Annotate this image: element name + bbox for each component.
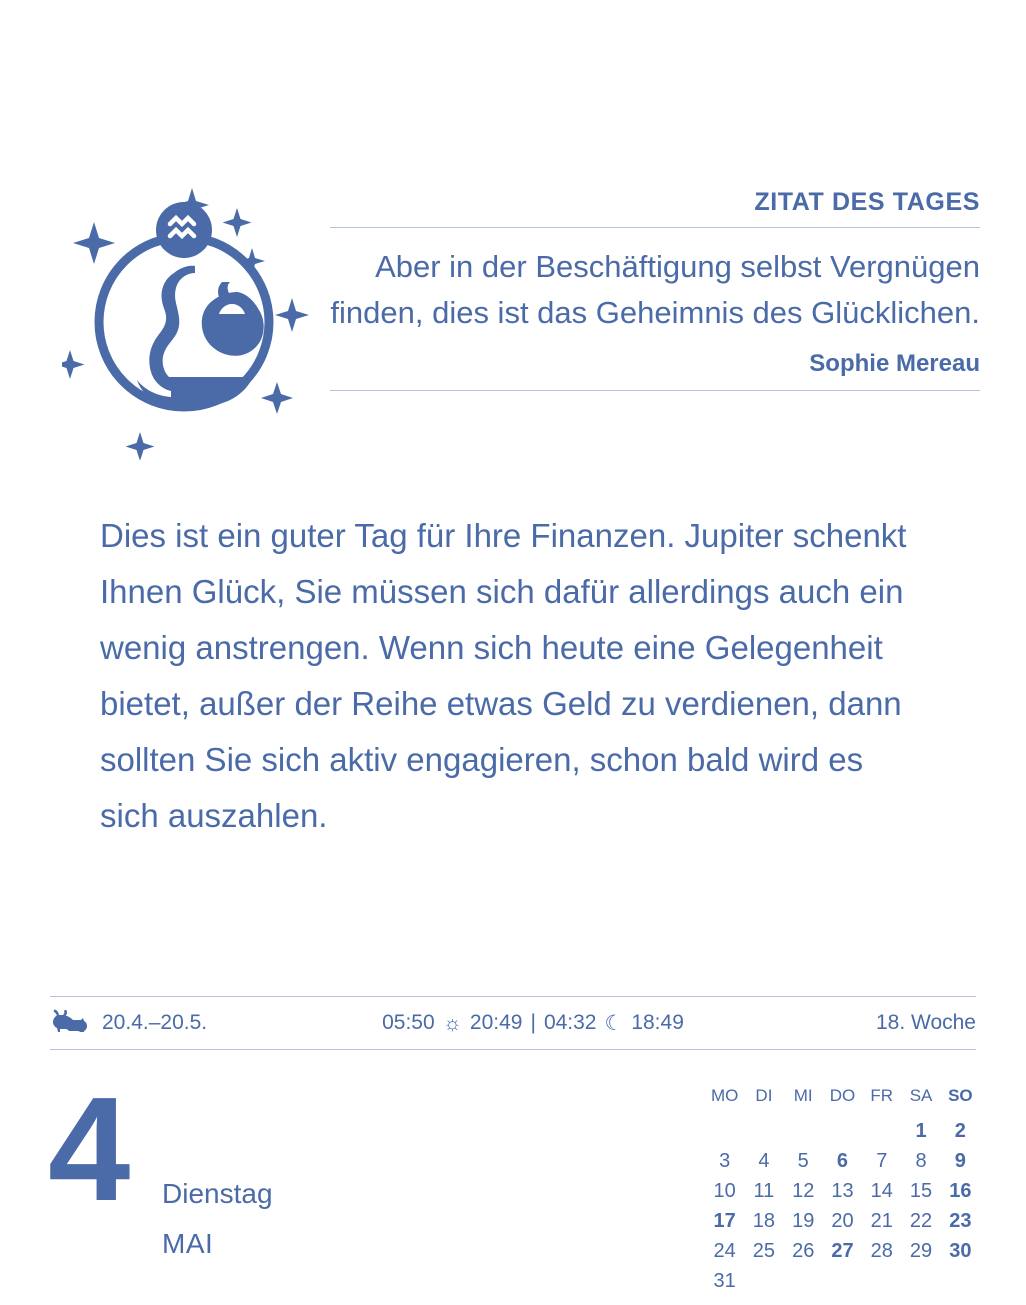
quote-of-the-day	[330, 188, 980, 391]
mini-calendar-day[interactable]: 6	[836, 1149, 849, 1172]
mini-calendar-week-row	[705, 1266, 980, 1296]
mini-calendar-empty	[823, 1116, 862, 1146]
mini-calendar	[705, 1086, 980, 1296]
mini-calendar-day[interactable]: 22	[909, 1209, 933, 1232]
mini-calendar-empty	[744, 1116, 783, 1146]
zodiac-illustration	[62, 170, 312, 460]
mini-calendar-empty	[862, 1116, 901, 1146]
mini-calendar-week-row	[705, 1236, 980, 1266]
sunset-time: 20:49	[469, 1011, 523, 1034]
mini-calendar-empty	[784, 1266, 823, 1296]
mini-calendar-day[interactable]: 27	[831, 1239, 854, 1262]
weekday-label: Dienstag	[162, 1178, 273, 1209]
mini-calendar-empty	[705, 1116, 744, 1146]
mini-calendar-day[interactable]: 25	[752, 1239, 776, 1262]
mini-calendar-day[interactable]: 3	[719, 1149, 731, 1172]
taurus-bull-icon	[50, 1008, 90, 1038]
quote-divider-bottom	[330, 390, 980, 391]
mini-calendar-day[interactable]: 10	[713, 1179, 736, 1202]
mini-calendar-day[interactable]: 24	[713, 1239, 736, 1262]
weekday-header-do: DO	[829, 1086, 856, 1105]
mini-calendar-week-row	[705, 1206, 980, 1236]
weekday-header-fr: FR	[870, 1086, 894, 1105]
zodiac-period	[50, 1008, 350, 1038]
aquarius-medallion	[156, 202, 212, 258]
mini-calendar-table	[705, 1086, 980, 1296]
month-label: MAI	[162, 1228, 214, 1259]
top-section	[0, 150, 1026, 470]
weekday-header-so: SO	[948, 1086, 973, 1105]
mini-calendar-empty	[901, 1266, 940, 1296]
mini-calendar-day[interactable]: 8	[915, 1149, 927, 1172]
mini-calendar-day[interactable]: 7	[876, 1149, 888, 1172]
mini-calendar-day[interactable]: 26	[792, 1239, 815, 1262]
mini-calendar-day[interactable]: 4	[758, 1149, 770, 1172]
mini-calendar-body	[705, 1116, 980, 1296]
horoscope-text: Dies ist ein guter Tag für Ihre Finanzen. Jupiter schenkt Ihnen Glück, Sie müssen sich dafür allerdings auch ein wenig anstrengen. Wenn sich heute eine Gelegenheit bietet, außer der Reihe etwas Geld zu verdienen, dann sollten Sie sich aktiv engagieren, schon bald wird es sich auszahlen.	[100, 517, 907, 834]
mini-calendar-empty	[862, 1266, 901, 1296]
mini-calendar-empty	[823, 1266, 862, 1296]
moon-icon: ☾	[604, 1011, 624, 1035]
info-bar	[50, 996, 976, 1050]
mini-calendar-day[interactable]: 20	[831, 1209, 854, 1232]
mini-calendar-day[interactable]: 19	[792, 1209, 815, 1232]
week-number: 18. Woche	[875, 1011, 976, 1034]
mini-calendar-week-row	[705, 1116, 980, 1146]
weekday-header-di: DI	[755, 1086, 773, 1105]
mini-calendar-day[interactable]: 18	[752, 1209, 776, 1232]
mini-calendar-week-row	[705, 1176, 980, 1206]
quote-author: Sophie Mereau	[809, 350, 980, 377]
mini-calendar-day[interactable]: 1	[915, 1119, 927, 1142]
sun-icon: ☼	[442, 1011, 462, 1035]
mini-calendar-day[interactable]: 9	[954, 1149, 966, 1172]
sun-moon-times	[350, 1011, 716, 1035]
time-separator: |	[530, 1011, 536, 1034]
moonrise-time: 04:32	[543, 1011, 597, 1034]
date-block	[40, 1067, 440, 1280]
mini-calendar-day[interactable]: 30	[949, 1239, 972, 1262]
mini-calendar-day[interactable]: 2	[954, 1119, 966, 1142]
weekday-header-mi: MI	[793, 1086, 813, 1105]
mini-calendar-day[interactable]: 15	[909, 1179, 933, 1202]
mini-calendar-week-row	[705, 1146, 980, 1176]
mini-calendar-day[interactable]: 23	[949, 1209, 972, 1232]
zodiac-range-label: 20.4.–20.5.	[102, 1011, 208, 1034]
mini-calendar-day[interactable]: 11	[753, 1179, 775, 1202]
mini-calendar-empty	[941, 1266, 980, 1296]
moonset-time: 18:49	[631, 1011, 684, 1034]
mini-calendar-day[interactable]: 21	[870, 1209, 893, 1232]
mini-calendar-header-row	[705, 1086, 980, 1116]
mini-calendar-empty	[784, 1116, 823, 1146]
mini-calendar-day[interactable]: 13	[831, 1179, 854, 1202]
sunrise-time: 05:50	[382, 1011, 435, 1034]
mini-calendar-day[interactable]: 17	[713, 1209, 736, 1232]
mini-calendar-day[interactable]: 31	[713, 1269, 736, 1292]
mini-calendar-day[interactable]: 16	[949, 1179, 972, 1202]
weekday-header-mo: MO	[710, 1086, 739, 1105]
mini-calendar-day[interactable]: 12	[792, 1179, 815, 1202]
mini-calendar-day[interactable]: 14	[870, 1179, 893, 1202]
weekday-header-sa: SA	[909, 1086, 933, 1105]
mini-calendar-day[interactable]: 28	[870, 1239, 893, 1262]
mini-calendar-day[interactable]: 5	[797, 1149, 809, 1172]
day-number: 4	[48, 1067, 129, 1232]
quote-title: ZITAT DES TAGES	[754, 188, 980, 216]
mini-calendar-day[interactable]: 29	[909, 1239, 933, 1262]
water-bearer-figure	[137, 266, 264, 405]
mini-calendar-empty	[744, 1266, 783, 1296]
horoscope-text-block	[100, 508, 930, 844]
quote-text: Aber in der Beschäftigung selbst Vergnügen finden, dies ist das Geheimnis des Glücklichen.	[330, 249, 980, 330]
